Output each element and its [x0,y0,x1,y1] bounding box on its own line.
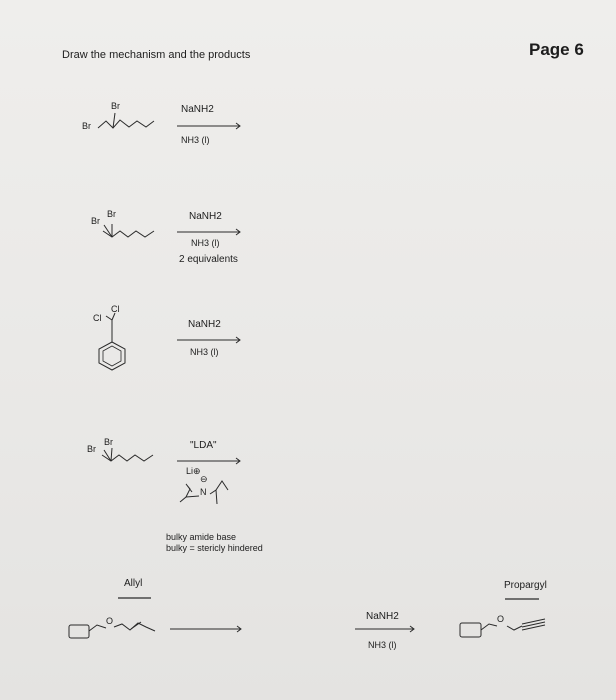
atom-label-br: Br [111,101,120,111]
cyclohexane-ring-left [69,625,89,638]
base-note: bulky amide base [166,532,237,542]
reagent-label: NaNH2 [366,611,399,622]
cyclohexane-ring-right [460,623,481,637]
reagent-label: NaNH2 [181,104,214,115]
oxygen-label: O [106,616,114,626]
dichloride-cl-bond-a [106,316,112,320]
allyl-label: Allyl [124,578,143,589]
reagent-label: NaNH2 [189,211,222,222]
reagent-label: "LDA" [190,440,217,451]
atom-label-br: Br [107,209,116,219]
atom-label-br: Br [82,121,91,131]
lithium-cation-label: Li⊕ [186,466,201,476]
lda-isopropyl-left [180,484,192,502]
nitrogen-label: N [200,487,207,497]
anion-charge-label: ⊖ [200,474,208,484]
propargyl-chain [507,626,522,630]
solvent-label: NH3 (l) [191,238,220,248]
lda-isopropyl-right [210,481,228,494]
dibromide-4-br-bond-b [111,448,112,461]
atom-label-br: Br [91,216,100,226]
oxygen-label: O [497,614,505,624]
dibromide-2-skeleton [103,231,154,237]
instruction-text: Draw the mechanism and the products [62,49,251,61]
solvent-label: NH3 (l) [190,347,219,357]
dibromide-2-br-bond-a [104,225,112,237]
reagent-label: NaNH2 [188,319,221,330]
base-note: bulky = stericly hindered [166,543,263,553]
dichloride-cl-bond-b [112,313,115,320]
dibromide-1-skeleton [98,120,154,128]
dibromide-4-br-bond-a [104,450,111,461]
propargyl-label: Propargyl [504,580,547,591]
atom-label-cl: Cl [93,313,102,323]
solvent-label: NH3 (l) [181,135,210,145]
atom-label-br: Br [104,437,113,447]
atom-label-br: Br [87,444,96,454]
page-number: Page 6 [529,40,584,59]
equivalents-note: 2 equivalents [179,254,238,265]
solvent-label: NH3 (l) [368,640,397,650]
atom-label-cl: Cl [111,304,120,314]
